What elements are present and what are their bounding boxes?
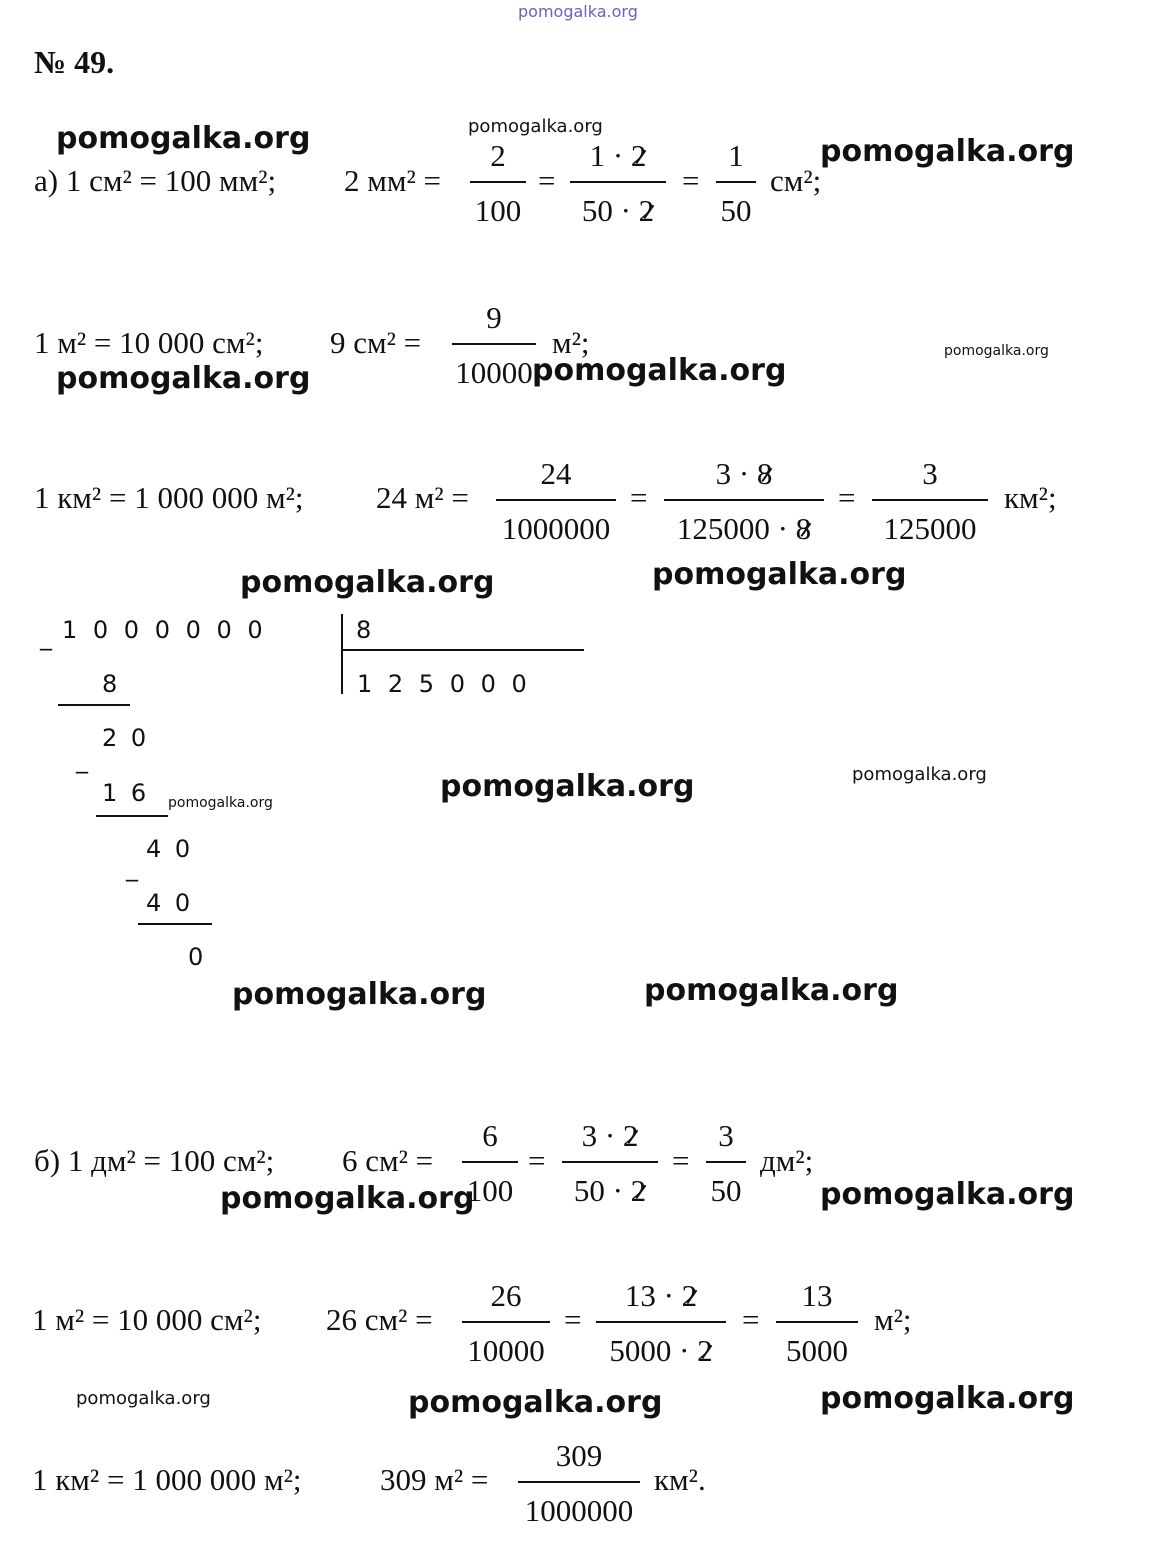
division-minus: _ [76,746,88,774]
b2-expr: 26 см² = [326,1302,433,1337]
a3-fraction-2 [664,458,824,544]
equals-sign: = [838,480,856,515]
fraction-bar [706,1161,746,1163]
b2-f2-num: 13 · 2 [624,1278,698,1313]
top-watermark: pomogalka.org [518,2,638,21]
b1-fraction-2 [562,1120,658,1206]
b1-unit: дм²; [760,1143,814,1178]
a2-expr: 9 см² = [330,325,422,360]
b1-fraction-3 [706,1120,746,1206]
division-rule [58,704,130,706]
division-step-5: 4 0 [146,889,191,917]
watermark: pomogalka.org [820,134,1075,169]
fraction-bar [518,1481,640,1483]
b2-fraction-3 [776,1280,858,1366]
cancel-mark: 2 [697,1333,713,1368]
division-divisor: 8 [356,616,372,644]
b1-expr: 6 см² = [342,1143,434,1178]
fraction-bar [470,181,526,183]
a3-f3-num: 3 [922,456,938,491]
b2-fraction-1 [462,1280,550,1366]
fraction-bar [716,181,756,183]
watermark: pomogalka.org [644,973,899,1008]
watermark: pomogalka.org [408,1385,663,1420]
a3-fraction-1 [496,458,616,544]
b3-expr: 309 м² = [380,1462,489,1497]
watermark: pomogalka.org [220,1181,475,1216]
a1-prefix: а) 1 см² = 100 мм²; [34,163,277,198]
division-remainder: 0 [188,943,204,971]
a1-expr: 2 мм² = [344,163,442,198]
b2-f3-num: 13 [801,1278,833,1313]
b2-prefix: 1 м² = 10 000 см²; [32,1302,262,1337]
a1-f1-den: 100 [474,193,522,228]
b3-f1-num: 309 [555,1438,603,1473]
a2-unit: м²; [552,325,590,360]
problem-number: № 49. [34,44,115,80]
division-vertical-line [341,614,343,694]
watermark: pomogalka.org [820,1177,1075,1212]
b1-f3-den: 50 [710,1173,742,1208]
watermark: pomogalka.org [852,764,987,785]
equals-sign: = [538,163,556,198]
b3-prefix: 1 км² = 1 000 000 м²; [32,1462,302,1497]
watermark: pomogalka.org [944,343,1049,359]
b3-fraction-1 [518,1440,640,1526]
b3-unit: км². [654,1462,706,1497]
b1-f3-num: 3 [718,1118,734,1153]
a1-f2-num: 1 · 2 [589,138,647,173]
watermark: pomogalka.org [468,116,603,137]
a1-f1-num: 2 [490,138,506,173]
a1-fraction-3 [716,140,756,226]
watermark: pomogalka.org [440,769,695,804]
a2-prefix: 1 м² = 10 000 см²; [34,325,264,360]
watermark: pomogalka.org [232,977,487,1012]
a2-f1-den: 10000 [455,355,533,390]
division-dividend: 1 0 0 0 0 0 0 [62,616,265,644]
a3-f3-den: 125000 [883,511,977,546]
b2-f1-den: 10000 [467,1333,545,1368]
watermark: pomogalka.org [76,1388,211,1409]
cancel-mark: 2 [622,1118,639,1153]
division-step-3: 1 6 [102,779,147,807]
cancel-mark: 8 [756,456,773,491]
cancel-mark: 2 [630,1173,647,1208]
a1-f3-num: 1 [728,138,744,173]
division-step-1: 8 [102,670,118,698]
b1-f1-num: 6 [482,1118,498,1153]
a1-fraction-2 [570,140,666,226]
cancel-mark: 8 [795,511,812,546]
a3-fraction-3 [872,458,988,544]
fraction-bar [562,1161,658,1163]
fraction-bar [496,499,616,501]
watermark: pomogalka.org [56,361,311,396]
watermark: pomogalka.org [652,557,907,592]
cancel-mark: 2 [630,138,647,173]
division-rule [96,815,168,817]
fraction-bar [452,343,536,345]
a2-f1-num: 9 [486,300,502,335]
cancel-mark: 2 [638,193,655,228]
b1-f2-den: 50 · 2 [573,1173,647,1208]
equals-sign: = [564,1302,582,1337]
watermark: pomogalka.org [240,565,495,600]
watermark: pomogalka.org [820,1381,1075,1416]
watermark: pomogalka.org [168,795,273,811]
b2-f3-den: 5000 [786,1333,848,1368]
a1-fraction-1 [470,140,526,226]
division-step-4: 4 0 [146,835,191,863]
b1-prefix: б) 1 дм² = 100 см²; [34,1143,275,1178]
a1-f2-den: 50 · 2 [581,193,655,228]
watermark: pomogalka.org [56,121,311,156]
a1-unit: см²; [770,163,822,198]
b1-f2-num: 3 · 2 [581,1118,639,1153]
equals-sign: = [630,480,648,515]
a3-f2-num: 3 · 8 [715,456,773,491]
a3-f2-den: 125000 · 8 [676,511,812,546]
b2-unit: м²; [874,1302,912,1337]
a3-expr: 24 м² = [376,480,469,515]
a3-f1-den: 1000000 [501,511,611,546]
equals-sign: = [672,1143,690,1178]
cancel-mark: 2 [681,1278,698,1313]
division-minus: _ [40,623,52,651]
fraction-bar [462,1161,518,1163]
b2-fraction-2 [596,1280,726,1366]
fraction-bar [872,499,988,501]
b2-f1-num: 26 [490,1278,522,1313]
division-horizontal-line [342,649,584,651]
fraction-bar [570,181,666,183]
b2-f2-den: 5000 · 2 [609,1333,713,1368]
a2-fraction-1 [452,302,536,388]
equals-sign: = [528,1143,546,1178]
watermark: pomogalka.org [532,353,787,388]
division-quotient: 1 2 5 0 0 0 [357,670,529,698]
division-minus: _ [126,854,138,882]
a3-f1-num: 24 [540,456,572,491]
equals-sign: = [742,1302,760,1337]
a1-f3-den: 50 [720,193,752,228]
fraction-bar [596,1321,726,1323]
fraction-bar [462,1321,550,1323]
equals-sign: = [682,163,700,198]
fraction-bar [776,1321,858,1323]
a3-prefix: 1 км² = 1 000 000 м²; [34,480,304,515]
b3-f1-den: 1000000 [524,1493,634,1528]
a3-unit: км²; [1004,480,1057,515]
division-step-2: 2 0 [102,724,147,752]
division-rule [138,923,212,925]
fraction-bar [664,499,824,501]
b1-f1-den: 100 [466,1173,514,1208]
